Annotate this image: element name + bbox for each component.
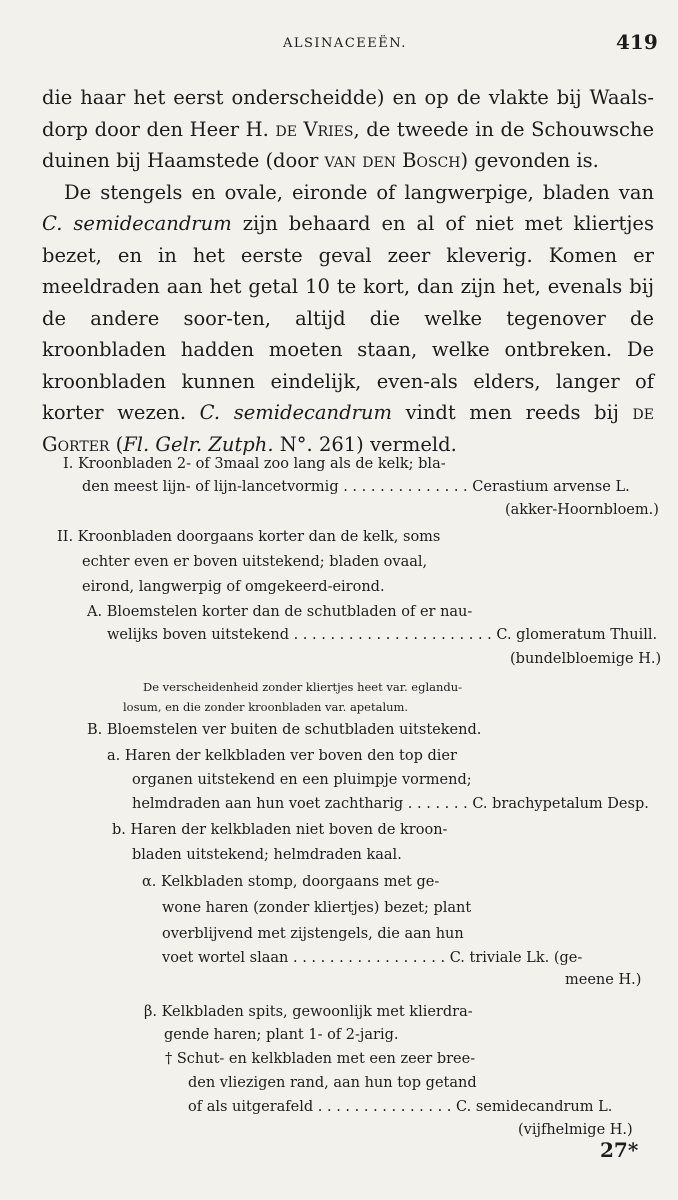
signature-mark: 27* — [600, 1138, 639, 1162]
text-run: zijn behaard en al of niet met kliertjes bezet, en in het eerste geval zeer kleverig. Komen er meeldraden aan het getal 10 te kort, dan zijn het, evenals bij de andere soor-ten, altijd die welke tegenover de kroonbladen hadden moeten staan, welke ontbreken. De kroonbladen kunnen eindelijk, even-als elders, langer of korter wezen. — [42, 212, 654, 424]
key-line-b: b. Haren der kelkbladen niet boven de kroon- — [112, 822, 448, 838]
italic-text: C. semidecandrum — [42, 212, 232, 235]
text-run: vindt men reeds bij — [391, 401, 633, 424]
key-line-b: bladen uitstekend; helmdraden kaal. — [132, 847, 402, 863]
key-line-I: den meest lijn- of lijn-lancetvormig . . . . . . . . . . . . . . Cerastium arvense L. — [82, 479, 630, 495]
key-line-a: organen uitstekend en een pluimpje vormend; — [132, 772, 472, 788]
key-line-beta: β. Kelkbladen spits, gewoonlijk met klierdra- — [144, 1004, 473, 1020]
paragraph — [42, 82, 654, 177]
paragraph — [42, 177, 654, 461]
key-line-II: II. Kroonbladen doorgaans korter dan de kelk, soms — [57, 529, 441, 545]
key-line-II: eirond, langwerpig of omgekeerd-eirond. — [82, 579, 385, 595]
key-line-A: welijks boven uitstekend . . . . . . . . . . . . . . . . . . . . . . C. glomeratum Thuill. — [107, 627, 658, 643]
key-line-alpha: meene H.) — [565, 972, 642, 988]
key-line-I: (akker-Hoornbloem.) — [505, 502, 659, 518]
key-line-II: echter even er boven uitstekend; bladen ovaal, — [82, 554, 428, 570]
italic-text: Fl. Gelr. Zutph. — [123, 432, 274, 456]
key-note: De verscheidenheid zonder kliertjes heet var. eglandu- — [143, 680, 463, 694]
key-line-dagger: † Schut- en kelkbladen met een zeer bree- — [165, 1051, 476, 1067]
text-run: die haar het eerst onderscheidde) en op de vlakte bij Waals-dorp door den Heer H. — [42, 86, 654, 141]
text-run: , de tweede in de Schouwsche duinen bij Haamstede (door — [42, 117, 654, 172]
key-line-dagger: den vliezigen rand, aan hun top getand — [188, 1075, 477, 1091]
text-run: ) gevonden is. — [460, 149, 599, 172]
key-line-alpha: voet wortel slaan . . . . . . . . . . . . . . . . . C. triviale Lk. (ge- — [162, 950, 583, 966]
body-text — [42, 82, 654, 460]
text-run: N°. 261) vermeld. — [273, 432, 457, 456]
person-name: de Gorter — [42, 401, 654, 456]
key-line-alpha: α. Kelkbladen stomp, doorgaans met ge- — [142, 874, 440, 890]
key-line-a: helmdraden aan hun voet zachtharig . . . . . . . C. brachypetalum Desp. — [132, 796, 649, 812]
text-run: De stengels en ovale, eironde of langwerpige, bladen van — [64, 180, 654, 204]
page-number: 419 — [616, 30, 658, 54]
text-run: ( — [109, 432, 124, 456]
running-head: ALSINACEEËN. — [283, 36, 407, 51]
key-line-a: a. Haren der kelkbladen ver boven den top dier — [107, 748, 457, 764]
person-name: van den Bosch — [324, 149, 461, 172]
italic-text: C. semidecandrum — [199, 401, 392, 424]
key-line-beta: gende haren; plant 1- of 2-jarig. — [164, 1027, 399, 1043]
person-name: de Vries — [275, 117, 354, 141]
key-line-B: B. Bloemstelen ver buiten de schutbladen uitstekend. — [87, 722, 482, 738]
key-line-dagger: of als uitgerafeld . . . . . . . . . . . . . . . C. semidecandrum L. — [188, 1099, 613, 1115]
key-line-I: I. Kroonbladen 2- of 3maal zoo lang als de kelk; bla- — [63, 456, 446, 472]
key-line-alpha: overblijvend met zijstengels, die aan hun — [162, 926, 464, 942]
key-line-A: A. Bloemstelen korter dan de schutbladen of er nau- — [87, 604, 473, 620]
key-note: losum, en die zonder kroonbladen var. apetalum. — [123, 700, 409, 714]
page-header — [0, 30, 678, 60]
key-line-dagger: (vijfhelmige H.) — [518, 1122, 633, 1138]
key-line-A: (bundelbloemige H.) — [510, 651, 662, 667]
key-line-alpha: wone haren (zonder kliertjes) bezet; plant — [162, 900, 472, 916]
